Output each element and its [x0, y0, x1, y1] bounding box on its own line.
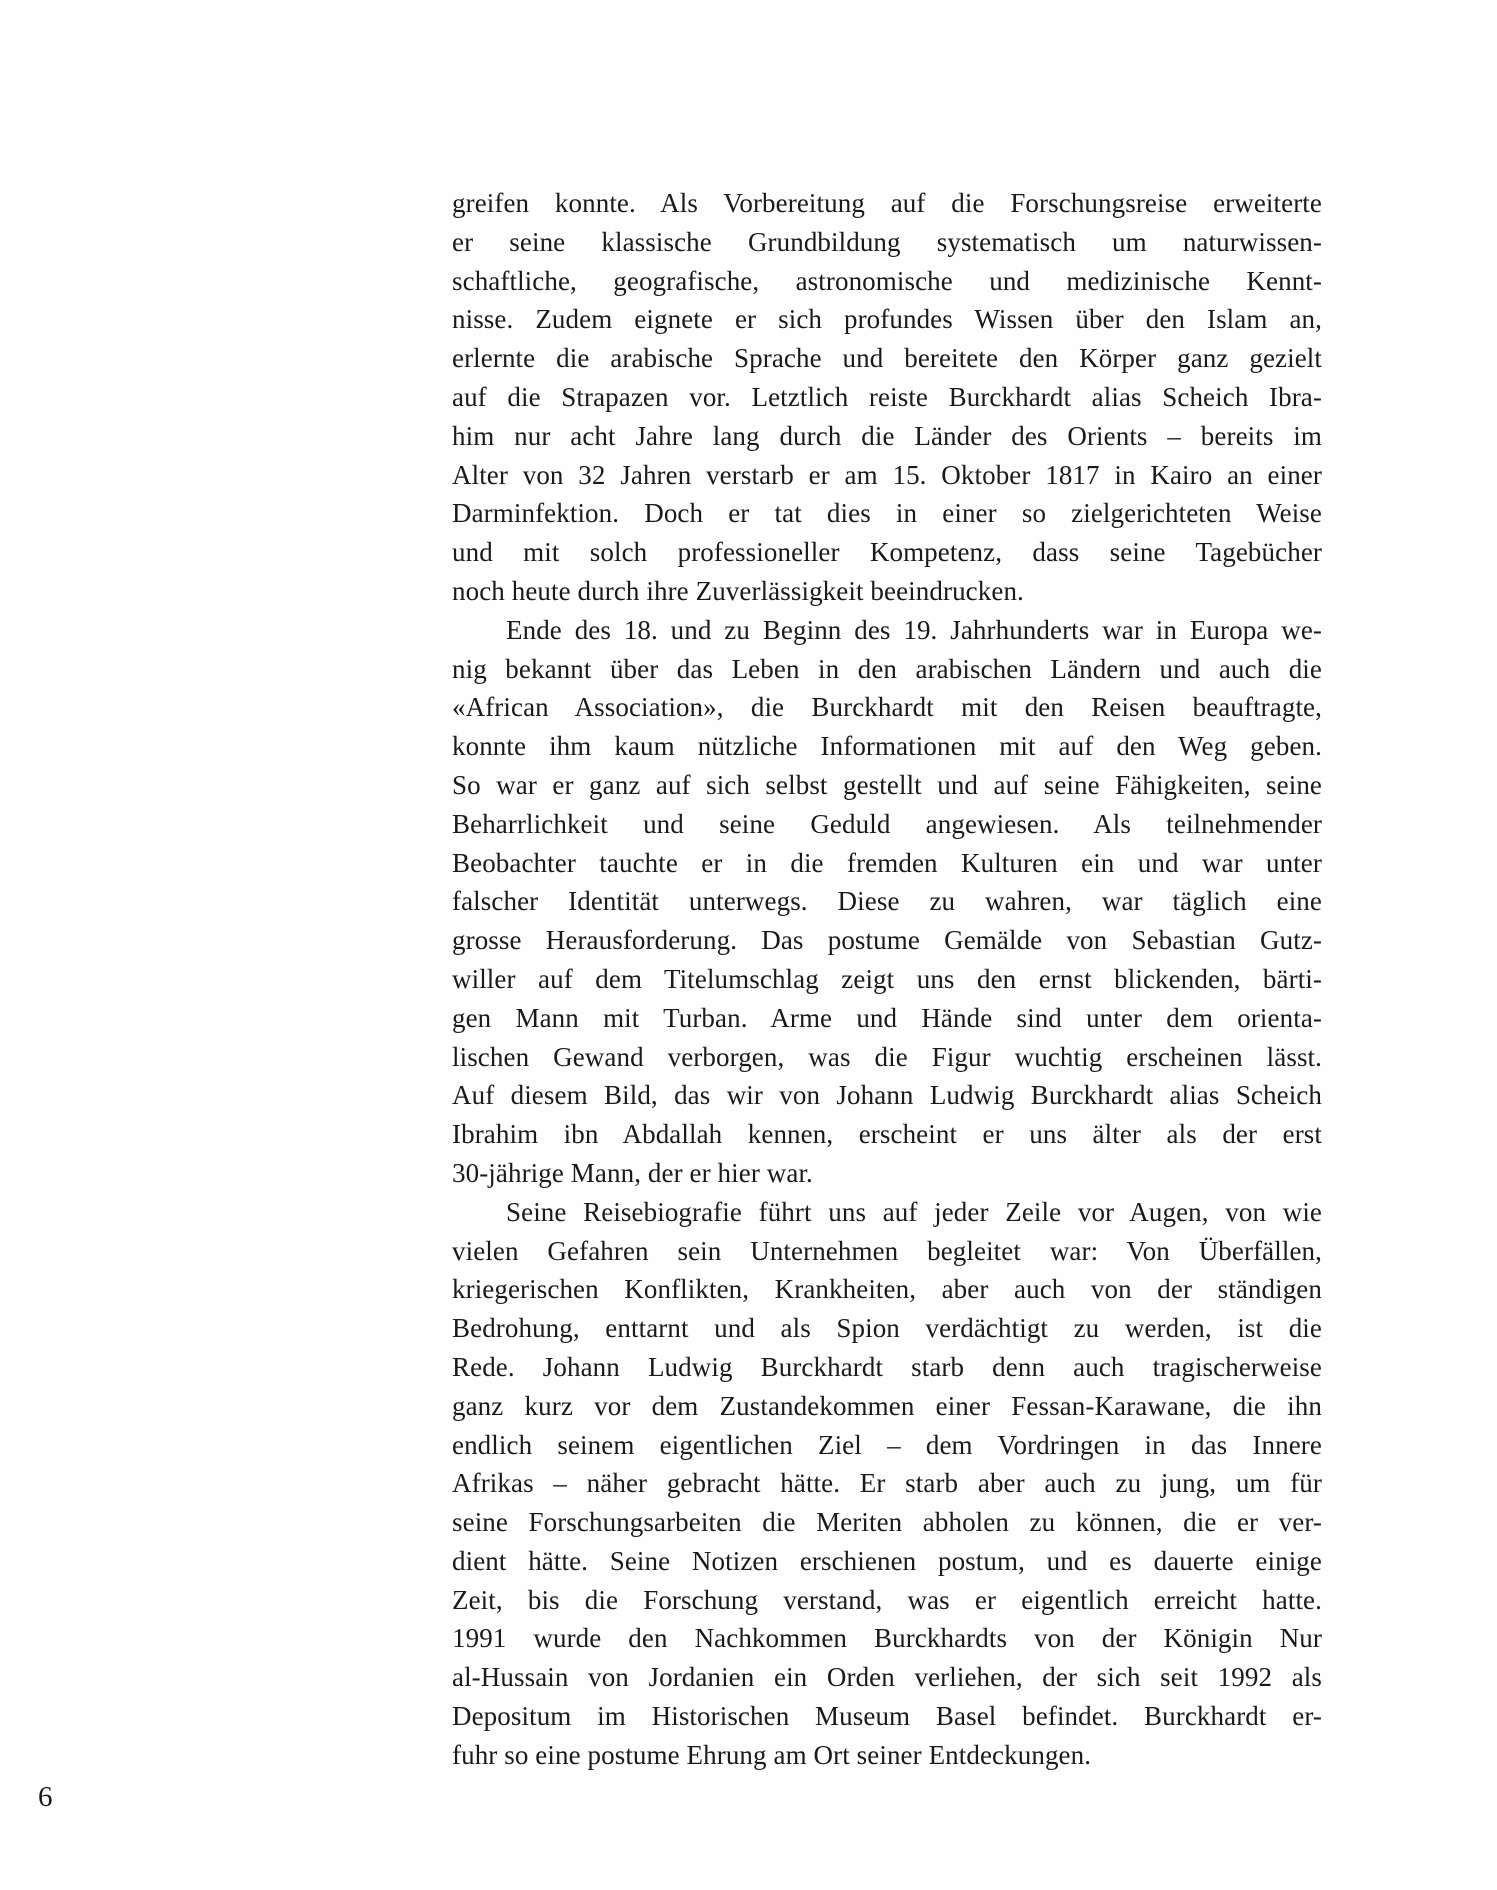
- text-line: er seine klassische Grundbildung systematisch um naturwissen-: [452, 226, 1322, 257]
- text-line: endlich seinem eigentlichen Ziel – dem Vordringen in das Innere: [452, 1429, 1322, 1460]
- text-line: Ibrahim ibn Abdallah kennen, erscheint er uns älter als der erst: [452, 1119, 1322, 1150]
- text-line: Ende des 18. und zu Beginn des 19. Jahrhunderts war in Europa we-: [506, 614, 1322, 645]
- text-line: Depositum im Historischen Museum Basel befindet. Burckhardt er-: [452, 1701, 1322, 1732]
- text-line: nisse. Zudem eignete er sich profundes Wissen über den Islam an,: [452, 304, 1322, 335]
- text-line: kriegerischen Konflikten, Krankheiten, aber auch von der ständigen: [452, 1274, 1322, 1305]
- text-line: Rede. Johann Ludwig Burckhardt starb denn auch tragischerweise: [452, 1351, 1322, 1382]
- text-line: erlernte die arabische Sprache und bereitete den Körper ganz gezielt: [452, 343, 1322, 374]
- text-line: 1991 wurde den Nachkommen Burckhardts von der Königin Nur: [452, 1623, 1322, 1654]
- text-line: Auf diesem Bild, das wir von Johann Ludwig Burckhardt alias Scheich: [452, 1080, 1322, 1111]
- text-line: noch heute durch ihre Zuverlässigkeit beeindrucken.: [452, 575, 1024, 606]
- text-line: vielen Gefahren sein Unternehmen begleitet war: Von Überfällen,: [452, 1235, 1322, 1266]
- text-line: Beobachter tauchte er in die fremden Kulturen ein und war unter: [452, 847, 1322, 878]
- text-line: «African Association», die Burckhardt mit den Reisen beauftragte,: [452, 692, 1322, 723]
- text-line: Darminfektion. Doch er tat dies in einer so zielgerichteten Weise: [452, 498, 1322, 529]
- text-line: seine Forschungsarbeiten die Meriten abholen zu können, die er ver-: [452, 1507, 1322, 1538]
- text-line: konnte ihm kaum nützliche Informationen mit auf den Weg geben.: [452, 731, 1322, 762]
- text-line: lischen Gewand verborgen, was die Figur wuchtig erscheinen lässt.: [452, 1041, 1322, 1072]
- body-text: [452, 184, 1322, 1775]
- text-line: willer auf dem Titelumschlag zeigt uns den ernst blickenden, bärti-: [452, 963, 1322, 994]
- text-line: und mit solch professioneller Kompetenz, dass seine Tagebücher: [452, 537, 1322, 568]
- text-line: him nur acht Jahre lang durch die Länder des Orients – bereits im: [452, 420, 1322, 451]
- text-line: auf die Strapazen vor. Letztlich reiste Burckhardt alias Scheich Ibra-: [452, 381, 1322, 412]
- text-line: al-Hussain von Jordanien ein Orden verliehen, der sich seit 1992 als: [452, 1662, 1322, 1693]
- text-line: 30-jährige Mann, der er hier war.: [452, 1157, 813, 1188]
- text-line: fuhr so eine postume Ehrung am Ort seiner Entdeckungen.: [452, 1739, 1092, 1770]
- text-line: greifen konnte. Als Vorbereitung auf die Forschungsreise erweiterte: [452, 188, 1322, 218]
- text-line: schaftliche, geografische, astronomische und medizinische Kennt-: [452, 265, 1322, 296]
- text-line: gen Mann mit Turban. Arme und Hände sind unter dem orienta-: [452, 1002, 1322, 1033]
- text-line: Alter von 32 Jahren verstarb er am 15. Oktober 1817 in Kairo an einer: [452, 459, 1322, 490]
- text-line: Zeit, bis die Forschung verstand, was er eigentlich erreicht hatte.: [452, 1584, 1322, 1615]
- text-line: Bedrohung, enttarnt und als Spion verdächtigt zu werden, ist die: [452, 1313, 1322, 1344]
- text-line: Beharrlichkeit und seine Geduld angewiesen. Als teilnehmender: [452, 808, 1322, 839]
- text-line: grosse Herausforderung. Das postume Gemälde von Sebastian Gutz-: [452, 925, 1322, 956]
- text-line: dient hätte. Seine Notizen erschienen postum, und es dauerte einige: [452, 1545, 1322, 1576]
- text-line: Afrikas – näher gebracht hätte. Er starb aber auch zu jung, um für: [452, 1468, 1322, 1499]
- text-line: So war er ganz auf sich selbst gestellt und auf seine Fähigkeiten, seine: [452, 769, 1322, 800]
- text-line: ganz kurz vor dem Zustandekommen einer Fessan-Karawane, die ihn: [452, 1390, 1322, 1421]
- text-line: nig bekannt über das Leben in den arabischen Ländern und auch die: [452, 653, 1322, 684]
- text-line: Seine Reisebiografie führt uns auf jeder Zeile vor Augen, von wie: [506, 1196, 1322, 1227]
- text-line: falscher Identität unterwegs. Diese zu wahren, war täglich eine: [452, 886, 1322, 917]
- page-number: 6: [38, 1781, 53, 1813]
